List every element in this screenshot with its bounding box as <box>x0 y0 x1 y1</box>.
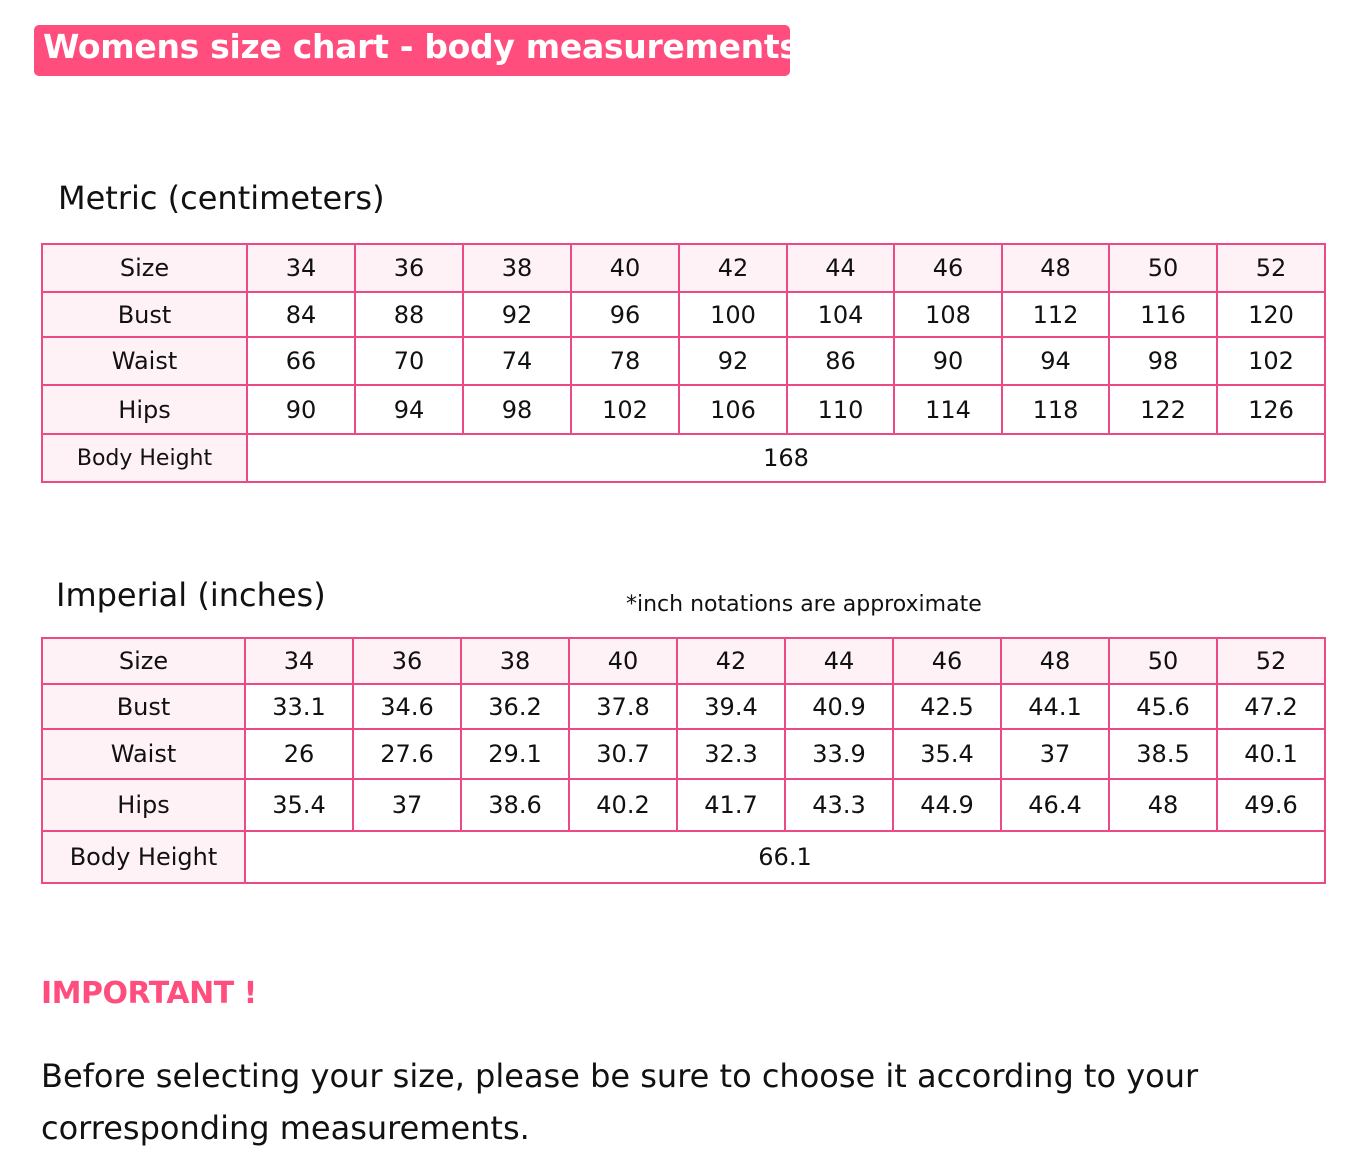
value-cell: 40.2 <box>569 779 677 831</box>
value-cell: 112 <box>1002 292 1109 337</box>
size-cell: 34 <box>245 638 353 684</box>
value-cell: 94 <box>355 385 463 434</box>
metric-waist-row <box>42 337 1325 385</box>
value-cell: 26 <box>245 729 353 779</box>
imperial-hips-row <box>42 779 1325 831</box>
metric-size-row <box>42 244 1325 292</box>
size-cell: 52 <box>1217 638 1325 684</box>
value-cell: 90 <box>894 337 1002 385</box>
value-cell: 41.7 <box>677 779 785 831</box>
row-label: Waist <box>42 337 247 385</box>
size-cell: 50 <box>1109 244 1217 292</box>
imperial-heading: Imperial (inches) <box>56 576 326 614</box>
value-cell: 118 <box>1002 385 1109 434</box>
size-cell: 52 <box>1217 244 1325 292</box>
value-cell: 102 <box>1217 337 1325 385</box>
value-cell: 30.7 <box>569 729 677 779</box>
value-cell: 94 <box>1002 337 1109 385</box>
size-cell: 36 <box>355 244 463 292</box>
value-cell: 38.6 <box>461 779 569 831</box>
value-cell: 39.4 <box>677 684 785 729</box>
metric-size-table <box>41 243 1326 483</box>
value-cell: 42.5 <box>893 684 1001 729</box>
value-cell: 122 <box>1109 385 1217 434</box>
value-cell: 29.1 <box>461 729 569 779</box>
value-cell: 35.4 <box>245 779 353 831</box>
row-label: Hips <box>42 385 247 434</box>
value-cell: 116 <box>1109 292 1217 337</box>
page-title-banner: Womens size chart - body measurements <box>34 25 790 76</box>
metric-heading: Metric (centimeters) <box>58 179 385 217</box>
value-cell: 78 <box>571 337 679 385</box>
size-cell: 38 <box>461 638 569 684</box>
value-cell: 48 <box>1109 779 1217 831</box>
value-cell: 70 <box>355 337 463 385</box>
size-cell: 36 <box>353 638 461 684</box>
value-cell: 114 <box>894 385 1002 434</box>
metric-hips-row <box>42 385 1325 434</box>
value-cell: 74 <box>463 337 571 385</box>
value-cell: 102 <box>571 385 679 434</box>
imperial-size-table <box>41 637 1326 884</box>
value-cell: 88 <box>355 292 463 337</box>
value-cell: 43.3 <box>785 779 893 831</box>
size-cell: 48 <box>1002 244 1109 292</box>
inch-approximation-note: *inch notations are approximate <box>626 592 982 617</box>
value-cell: 66 <box>247 337 355 385</box>
value-cell: 100 <box>679 292 787 337</box>
value-cell: 35.4 <box>893 729 1001 779</box>
value-cell: 90 <box>247 385 355 434</box>
value-cell: 86 <box>787 337 894 385</box>
value-cell: 98 <box>1109 337 1217 385</box>
size-cell: 44 <box>787 244 894 292</box>
value-cell: 120 <box>1217 292 1325 337</box>
value-cell: 126 <box>1217 385 1325 434</box>
size-cell: 44 <box>785 638 893 684</box>
size-cell: 46 <box>893 638 1001 684</box>
metric-bust-row <box>42 292 1325 337</box>
body-height-value: 168 <box>247 434 1325 482</box>
value-cell: 49.6 <box>1217 779 1325 831</box>
value-cell: 104 <box>787 292 894 337</box>
value-cell: 108 <box>894 292 1002 337</box>
row-label: Size <box>42 244 247 292</box>
value-cell: 47.2 <box>1217 684 1325 729</box>
important-text: Before selecting your size, please be sure to choose it according to your corresponding measurements. <box>41 1057 1199 1147</box>
value-cell: 32.3 <box>677 729 785 779</box>
size-cell: 42 <box>679 244 787 292</box>
value-cell: 37.8 <box>569 684 677 729</box>
value-cell: 40.1 <box>1217 729 1325 779</box>
value-cell: 40.9 <box>785 684 893 729</box>
value-cell: 45.6 <box>1109 684 1217 729</box>
row-label: Bust <box>42 684 245 729</box>
value-cell: 98 <box>463 385 571 434</box>
value-cell: 46.4 <box>1001 779 1109 831</box>
value-cell: 84 <box>247 292 355 337</box>
imperial-waist-row <box>42 729 1325 779</box>
important-heading: IMPORTANT ! <box>41 976 257 1011</box>
size-cell: 42 <box>677 638 785 684</box>
value-cell: 38.5 <box>1109 729 1217 779</box>
imperial-bust-row <box>42 684 1325 729</box>
value-cell: 34.6 <box>353 684 461 729</box>
size-cell: 40 <box>571 244 679 292</box>
value-cell: 92 <box>679 337 787 385</box>
body-height-value: 66.1 <box>245 831 1325 883</box>
size-cell: 46 <box>894 244 1002 292</box>
value-cell: 37 <box>1001 729 1109 779</box>
metric-body-height-row <box>42 434 1325 482</box>
row-label: Size <box>42 638 245 684</box>
value-cell: 37 <box>353 779 461 831</box>
value-cell: 33.9 <box>785 729 893 779</box>
size-cell: 50 <box>1109 638 1217 684</box>
size-cell: 40 <box>569 638 677 684</box>
value-cell: 106 <box>679 385 787 434</box>
size-cell: 34 <box>247 244 355 292</box>
value-cell: 92 <box>463 292 571 337</box>
value-cell: 27.6 <box>353 729 461 779</box>
value-cell: 36.2 <box>461 684 569 729</box>
row-label: Bust <box>42 292 247 337</box>
size-cell: 48 <box>1001 638 1109 684</box>
value-cell: 44.1 <box>1001 684 1109 729</box>
value-cell: 96 <box>571 292 679 337</box>
size-cell: 38 <box>463 244 571 292</box>
row-label: Hips <box>42 779 245 831</box>
row-label: Waist <box>42 729 245 779</box>
row-label: Body Height <box>42 831 245 883</box>
imperial-body-height-row <box>42 831 1325 883</box>
imperial-size-row <box>42 638 1325 684</box>
value-cell: 33.1 <box>245 684 353 729</box>
value-cell: 110 <box>787 385 894 434</box>
row-label: Body Height <box>42 434 247 482</box>
value-cell: 44.9 <box>893 779 1001 831</box>
